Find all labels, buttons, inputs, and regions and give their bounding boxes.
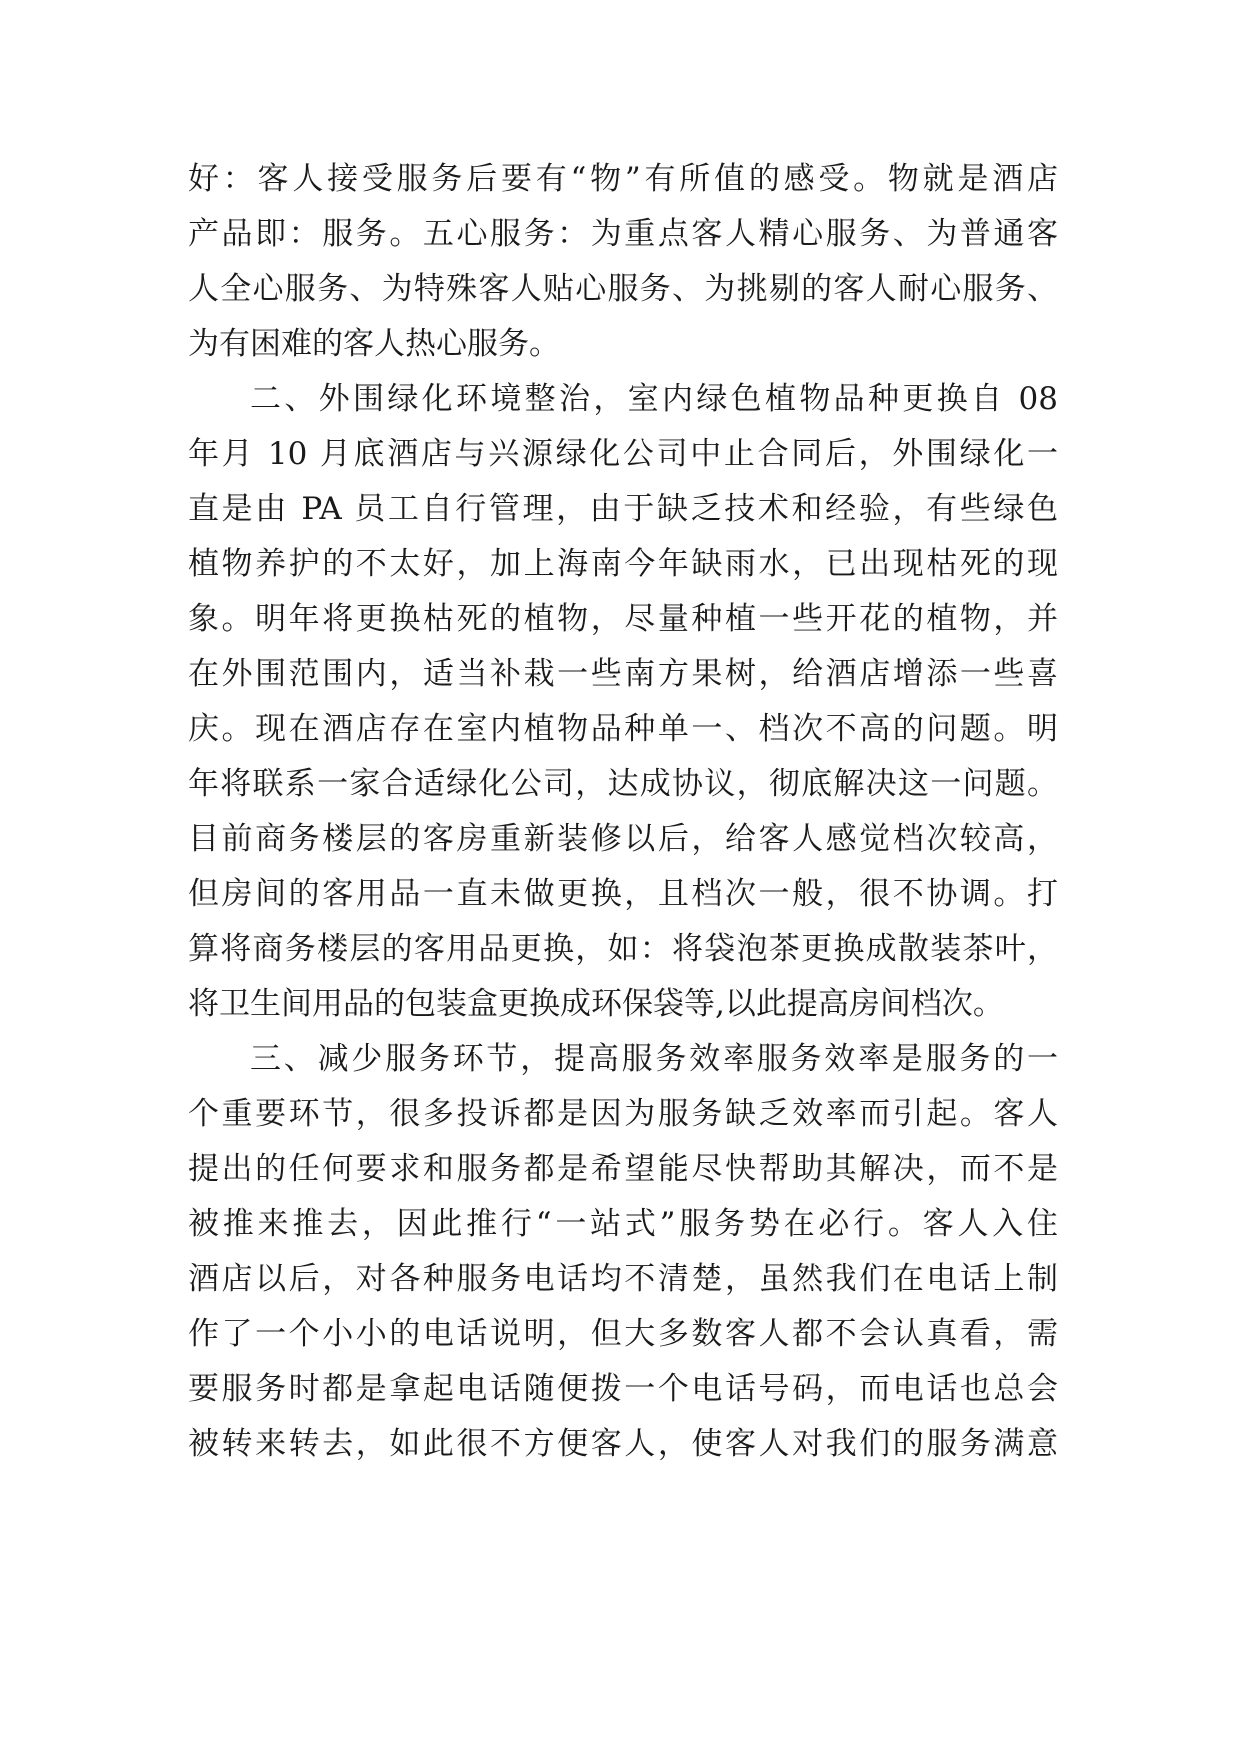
document-body [188, 152, 1058, 1472]
text-line: 被推来推去，因此推行“一站式”服务势在必行。客人入住 [188, 1206, 1058, 1242]
text-line: 二、外围绿化环境整治，室内绿色植物品种更换自 08 [250, 381, 1058, 417]
text-line: 作了一个小小的电话说明，但大多数客人都不会认真看，需 [188, 1316, 1058, 1352]
text-line: 被转来转去，如此很不方便客人，使客人对我们的服务满意 [188, 1426, 1058, 1462]
text-line: 在外围范围内，适当补栽一些南方果树，给酒店增添一些喜 [188, 656, 1058, 692]
paragraph-2 [188, 372, 1058, 1032]
text-line: 庆。现在酒店存在室内植物品种单一、档次不高的问题。明 [188, 711, 1058, 747]
text-line: 酒店以后，对各种服务电话均不清楚，虽然我们在电话上制 [188, 1261, 1058, 1297]
paragraph-3 [188, 1032, 1058, 1472]
text-line: 年将联系一家合适绿化公司，达成协议，彻底解决这一问题。 [188, 766, 1058, 802]
text-line: 要服务时都是拿起电话随便拨一个电话号码，而电话也总会 [188, 1371, 1058, 1407]
paragraph-1 [188, 152, 1058, 372]
text-line: 算将商务楼层的客用品更换，如：将袋泡茶更换成散装茶叶， [188, 931, 1058, 967]
text-line: 个重要环节，很多投诉都是因为服务缺乏效率而引起。客人 [188, 1096, 1058, 1132]
text-line: 人全心服务、为特殊客人贴心服务、为挑剔的客人耐心服务、 [188, 271, 1058, 307]
text-line: 植物养护的不太好，加上海南今年缺雨水，已出现枯死的现 [188, 546, 1058, 582]
text-line: 好：客人接受服务后要有“物”有所值的感受。物就是酒店 [188, 161, 1058, 197]
text-line: 象。明年将更换枯死的植物，尽量种植一些开花的植物，并 [188, 601, 1058, 637]
text-line: 产品即：服务。五心服务：为重点客人精心服务、为普通客 [188, 216, 1058, 252]
text-line: 三、减少服务环节，提高服务效率服务效率是服务的一 [250, 1041, 1058, 1077]
text-line: 将卫生间用品的包装盒更换成环保袋等,以此提高房间档次。 [188, 986, 1004, 1022]
text-line: 直是由 PA 员工自行管理，由于缺乏技术和经验，有些绿色 [188, 491, 1058, 527]
text-line: 为有困难的客人热心服务。 [188, 326, 560, 362]
text-line: 目前商务楼层的客房重新装修以后，给客人感觉档次较高， [188, 821, 1058, 857]
text-line: 但房间的客用品一直未做更换，且档次一般，很不协调。打 [188, 876, 1058, 912]
text-line: 年月 10 月底酒店与兴源绿化公司中止合同后，外围绿化一 [188, 436, 1058, 472]
text-line: 提出的任何要求和服务都是希望能尽快帮助其解决，而不是 [188, 1151, 1058, 1187]
